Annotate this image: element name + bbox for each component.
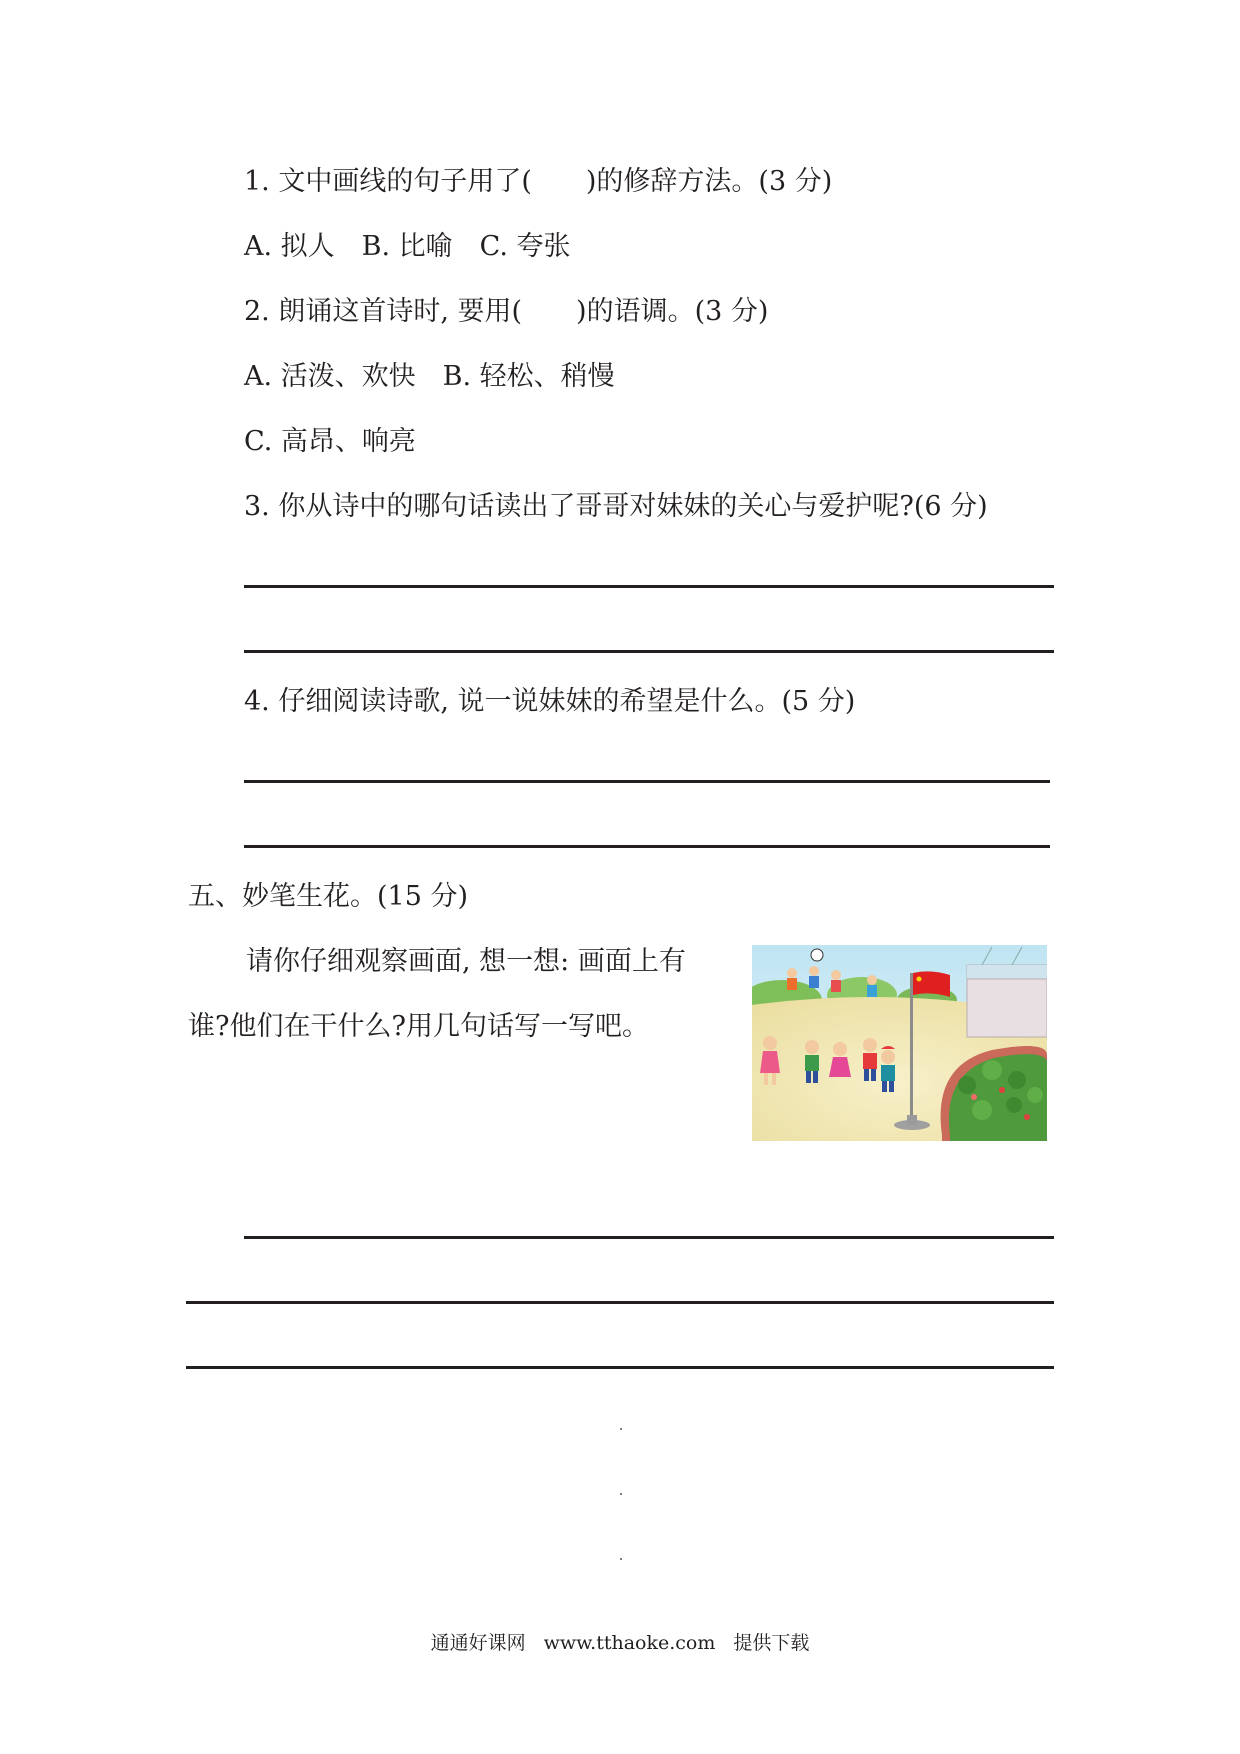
decorative-dot <box>620 1558 622 1560</box>
answer-line-s5-3[interactable] <box>186 1366 1054 1369</box>
page-footer <box>0 1630 1240 1656</box>
footer-url[interactable]: www.tthaoke.com <box>543 1632 716 1654</box>
answer-line-s5-2[interactable] <box>186 1301 1054 1304</box>
answer-line-s5-1[interactable] <box>244 1236 1054 1239</box>
footer-action: 提供下载 <box>733 1632 810 1654</box>
answer-line-q4-2[interactable] <box>244 845 1050 848</box>
question-1-options: A. 拟人 B. 比喻 C. 夸张 <box>244 231 571 262</box>
question-2-options-line-1: A. 活泼、欢快 B. 轻松、稍慢 <box>244 361 615 392</box>
question-3-stem: 3. 你从诗中的哪句话读出了哥哥对妹妹的关心与爱护呢?(6 分) <box>244 491 988 522</box>
footer-site-name: 通通好课网 <box>430 1632 526 1654</box>
question-2-options-line-2: C. 高昂、响亮 <box>244 426 416 457</box>
section-5-prompt-line-1: 请你仔细观察画面, 想一想: 画面上有 <box>246 946 686 977</box>
schoolyard-flag-children-icon <box>752 945 1047 1141</box>
answer-line-q3-2[interactable] <box>244 650 1054 653</box>
answer-line-q3-1[interactable] <box>244 585 1054 588</box>
section-5-prompt-line-2: 谁?他们在干什么?用几句话写一写吧。 <box>188 1011 649 1042</box>
question-2-stem: 2. 朗诵这首诗时, 要用( )的语调。(3 分) <box>244 296 769 327</box>
question-4-stem: 4. 仔细阅读诗歌, 说一说妹妹的希望是什么。(5 分) <box>244 686 856 717</box>
answer-line-q4-1[interactable] <box>244 780 1050 783</box>
decorative-dot <box>620 1428 622 1430</box>
question-1-stem: 1. 文中画线的句子用了( )的修辞方法。(3 分) <box>244 166 833 197</box>
section-5-heading: 五、妙笔生花。(15 分) <box>188 881 469 912</box>
decorative-dot <box>620 1493 622 1495</box>
